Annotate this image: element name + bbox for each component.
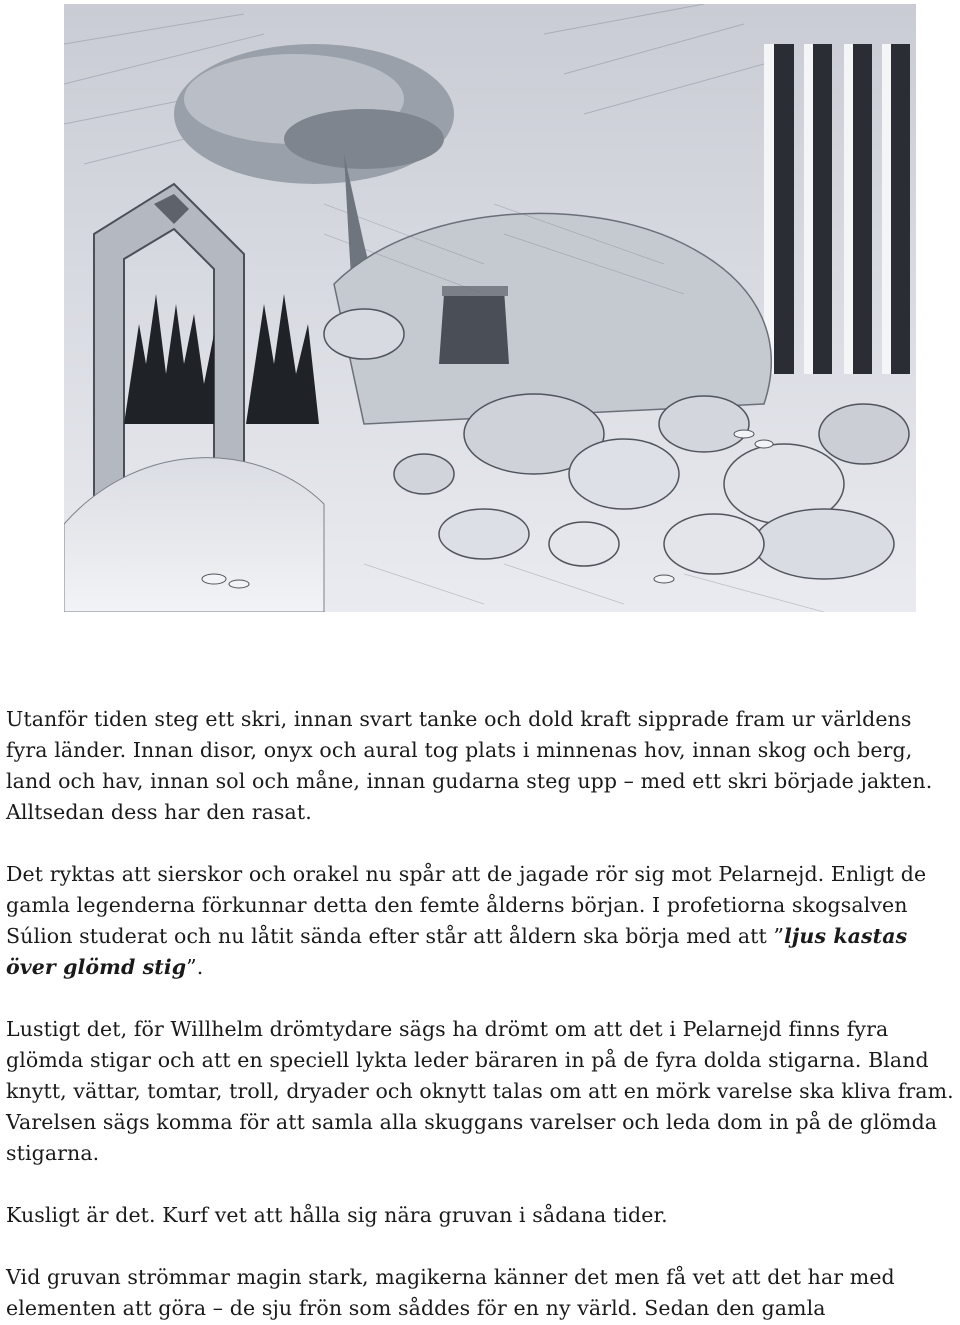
- story-text: [6, 704, 956, 1324]
- paragraph-1-text: Utanför tiden steg ett skri, innan svart tanke och dold kraft sipprade fram ur världens fyra länder. Innan disor, onyx och aural tog plats i minnenas hov, innan skog och berg, land och hav, innan sol och måne, innan gudarna steg upp – med ett skri började jakten. Alltsedan dess har den rasat.: [6, 707, 933, 824]
- paragraph-1: [6, 704, 956, 828]
- paragraph-2-tail: ”.: [186, 955, 204, 979]
- paragraph-4-text: Kusligt är det. Kurf vet att hålla sig nära gruvan i sådana tider.: [6, 1203, 668, 1227]
- paragraph-3: [6, 1014, 956, 1169]
- paragraph-2: [6, 859, 956, 983]
- cave-door: [439, 286, 509, 364]
- forest-drawing: [64, 4, 916, 612]
- paragraph-2-text: Det ryktas att sierskor och orakel nu spår att de jagade rör sig mot Pelarnejd. Enligt de gamla legenderna förkunnar detta den femte ålderns början. I profetiorna skogsalven Súlion studerat och nu låtit sända efter står att åldern ska börja med att ”: [6, 862, 927, 948]
- paragraph-5: [6, 1262, 956, 1324]
- prophecy-quote: ljus kastas över glömd stig: [6, 924, 908, 979]
- pencil-illustration: [64, 4, 916, 612]
- paragraph-4: [6, 1200, 956, 1231]
- paragraph-5-text: Vid gruvan strömmar magin stark, magikerna känner det men få vet att det har med elementen att göra – de sju frön som såddes för en ny värld. Sedan den gamla: [6, 1265, 895, 1320]
- paragraph-3-text: Lustigt det, för Willhelm drömtydare sägs ha drömt om att det i Pelarnejd finns fyra glömda stigar och att en speciell lykta leder bäraren in på de fyra dolda stigarna. Bland knytt, vättar, tomtar, troll, dryader och oknytt talas om att en mörk varelse ska kliva fram. Varelsen sägs komma för att samla alla skuggans varelser och leda dom in på de glömda stigarna.: [6, 1017, 954, 1165]
